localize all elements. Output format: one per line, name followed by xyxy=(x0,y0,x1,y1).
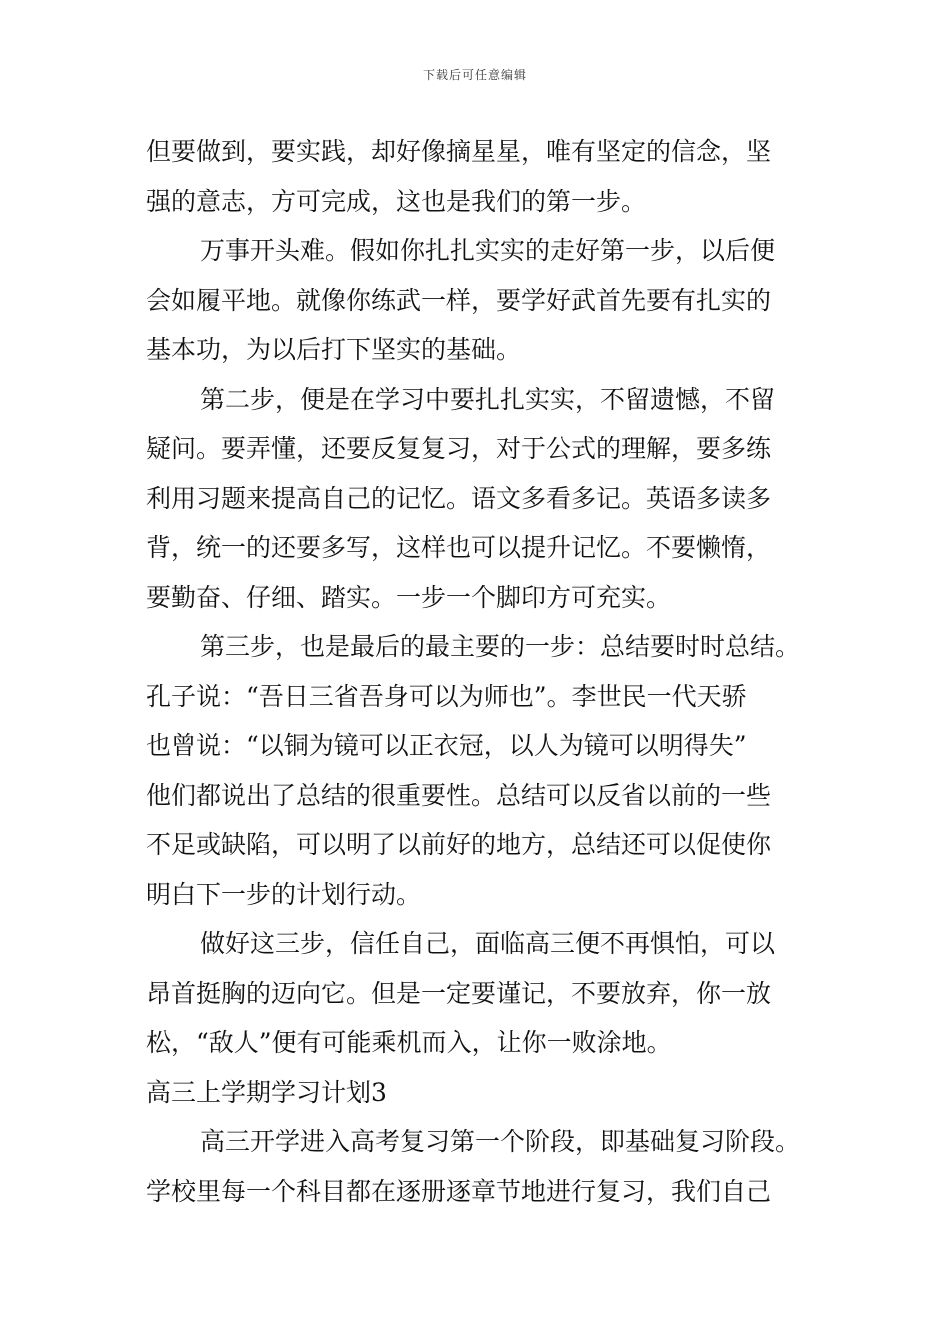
text-line: 强的意志，方可完成，这也是我们的第一步。 xyxy=(146,186,647,216)
text-line: 不足或缺陷，可以明了以前好的地方，总结还可以促使你 xyxy=(146,830,772,859)
text-line: 松，“敌人”便有可能乘机而入，让你一败涂地。 xyxy=(146,1028,672,1057)
text-line: 高三开学进入高考复习第一个阶段，即基础复习阶段。 xyxy=(200,1127,801,1156)
text-line: 利用习题来提高自己的记忆。语文多看多记。英语多读多 xyxy=(146,483,772,513)
text-line: 背，统一的还要多写，这样也可以提升记忆。不要懒惰， xyxy=(146,533,772,562)
text-line: 要勤奋、仔细、踏实。一步一个脚印方可充实。 xyxy=(146,582,672,612)
text-line: 第二步，便是在学习中要扎扎实实，不留遗憾，不留 xyxy=(200,384,776,414)
text-line: 疑问。要弄懂，还要反复复习，对于公式的理解，要多练 xyxy=(146,434,772,463)
text-line: 万事开头难。假如你扎扎实实的走好第一步，以后便 xyxy=(200,236,776,265)
text-line: 会如履平地。就像你练武一样，要学好武首先要有扎实的 xyxy=(146,285,772,315)
text-line: 也曾说：“以铜为镜可以正衣冠，以人为镜可以明得失” xyxy=(146,731,747,760)
text-line: 做好这三步，信任自己，面临高三便不再惧怕，可以 xyxy=(200,929,776,958)
text-line: 他们都说出了总结的很重要性。总结可以反省以前的一些 xyxy=(146,780,772,810)
text-line: 明白下一步的计划行动。 xyxy=(146,879,422,909)
text-line: 学校里每一个科目都在逐册逐章节地进行复习，我们自己 xyxy=(146,1176,772,1206)
text-line: 但要做到，要实践，却好像摘星星，唯有坚定的信念，坚 xyxy=(146,137,772,166)
text-line: 孔子说：“吾日三省吾身可以为师也”。李世民一代天骄 xyxy=(146,681,747,711)
text-line: 第三步，也是最后的最主要的一步：总结要时时总结。 xyxy=(200,632,801,661)
text-line: 基本功，为以后打下坚实的基础。 xyxy=(146,335,522,364)
page-header: 下载后可任意编辑 xyxy=(422,68,527,82)
section-heading: 高三上学期学习计划3 xyxy=(146,1077,387,1107)
document-body xyxy=(146,127,818,1216)
text-line: 昂首挺胸的迈向它。但是一定要谨记，不要放弃，你一放 xyxy=(146,978,772,1008)
